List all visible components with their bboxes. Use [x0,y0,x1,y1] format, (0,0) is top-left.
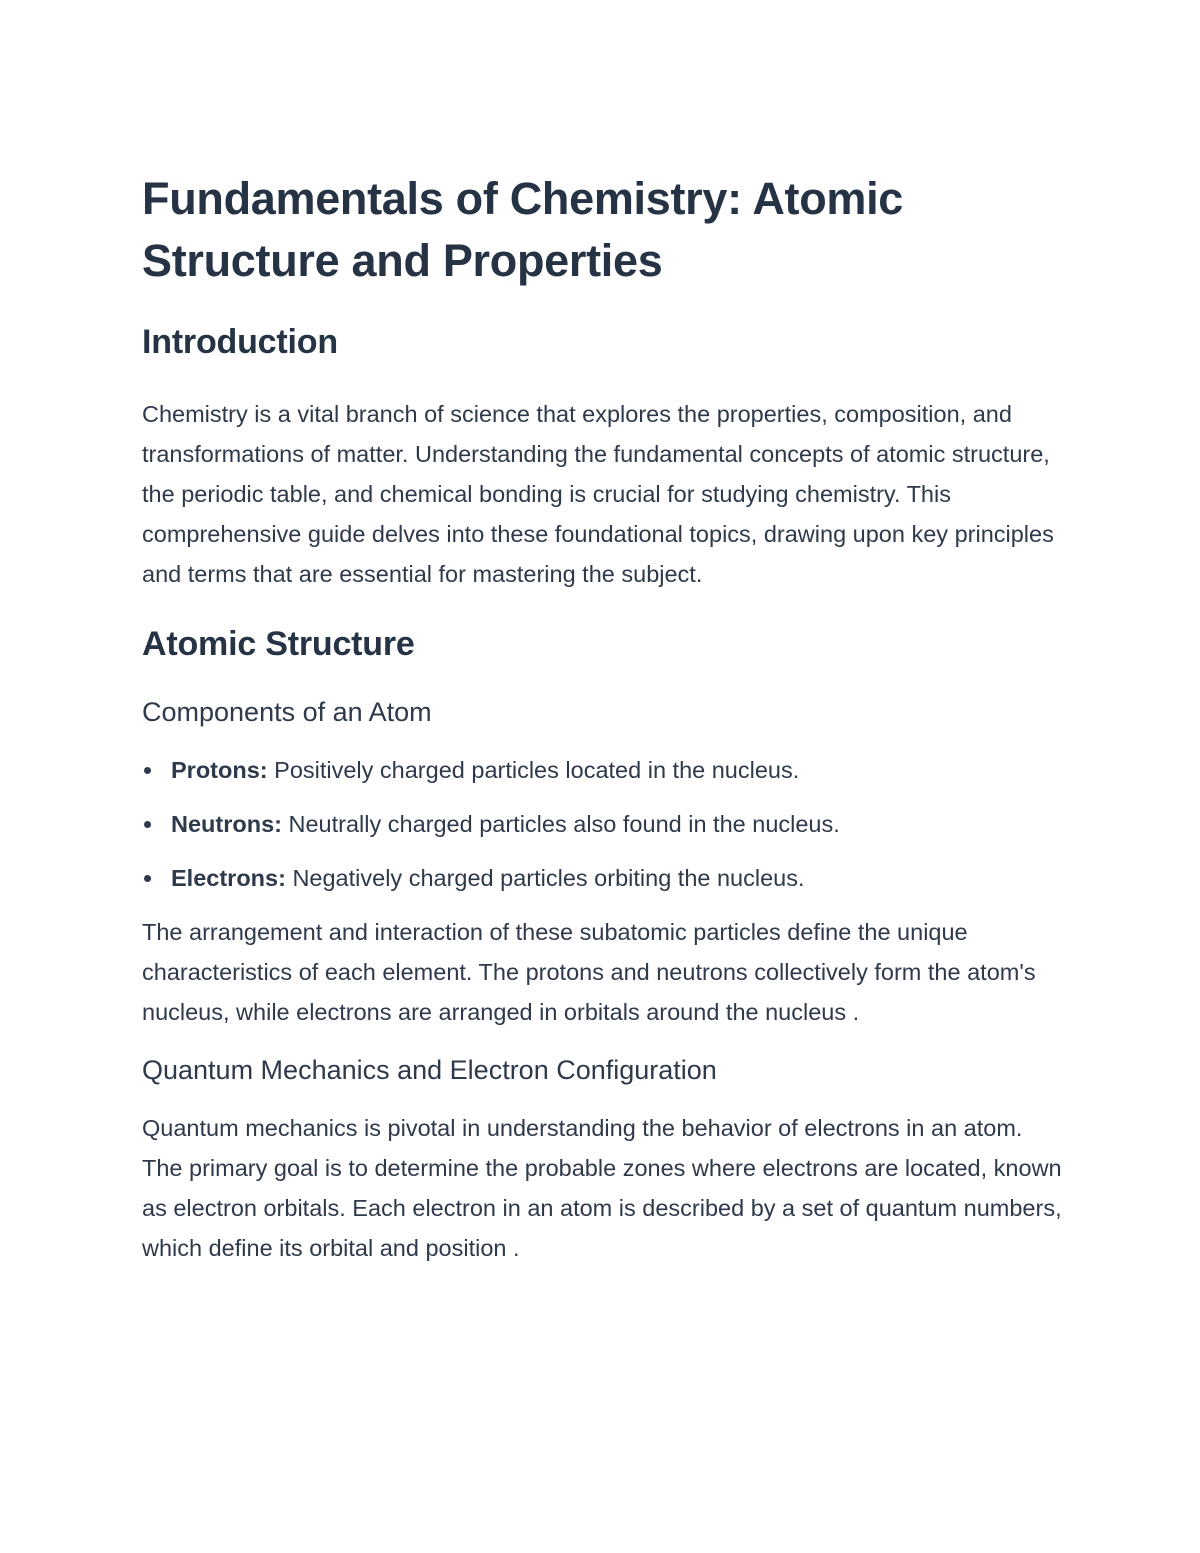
list-item-description: Neutrally charged particles also found in the nucleus. [281,811,840,837]
atomic-structure-heading: Atomic Structure [142,625,415,663]
list-item-description: Positively charged particles located in the nucleus. [267,757,800,783]
components-list [142,750,1062,898]
components-heading: Components of an Atom [142,697,432,727]
quantum-paragraph: Quantum mechanics is pivotal in understanding the behavior of electrons in an atom. The primary goal is to determine the probable zones where electrons are located, known as electron orbitals. Each electron in an atom is described by a set of quantum numbers, which define its orbital and position . [142,1115,1062,1261]
bullet-icon [144,875,151,882]
list-item [142,858,1062,898]
document-page [142,168,1062,1268]
quantum-heading: Quantum Mechanics and Electron Configuration [142,1055,717,1085]
introduction-heading: Introduction [142,323,338,361]
components-paragraph: The arrangement and interaction of these subatomic particles define the unique characteristics of each element. The protons and neutrons collectively form the atom's nucleus, while electrons are arranged in orbitals around the nucleus . [142,919,1036,1025]
document-title: Fundamentals of Chemistry: Atomic Structure and Properties [142,173,904,286]
list-item [142,804,1062,844]
list-item-term: Electrons: [171,865,286,891]
list-item-term: Neutrons: [171,811,282,837]
list-item [142,750,1062,790]
bullet-icon [144,767,151,774]
introduction-paragraph: Chemistry is a vital branch of science that explores the properties, composition, and transformations of matter. Understanding the fundamental concepts of atomic structure, the periodic table, and chemical bonding is crucial for studying chemistry. This comprehensive guide delves into these foundational topics, drawing upon key principles and terms that are essential for mastering the subject. [142,401,1054,587]
bullet-icon [144,821,151,828]
list-item-term: Protons: [171,757,268,783]
list-item-description: Negatively charged particles orbiting the nucleus. [285,865,805,891]
